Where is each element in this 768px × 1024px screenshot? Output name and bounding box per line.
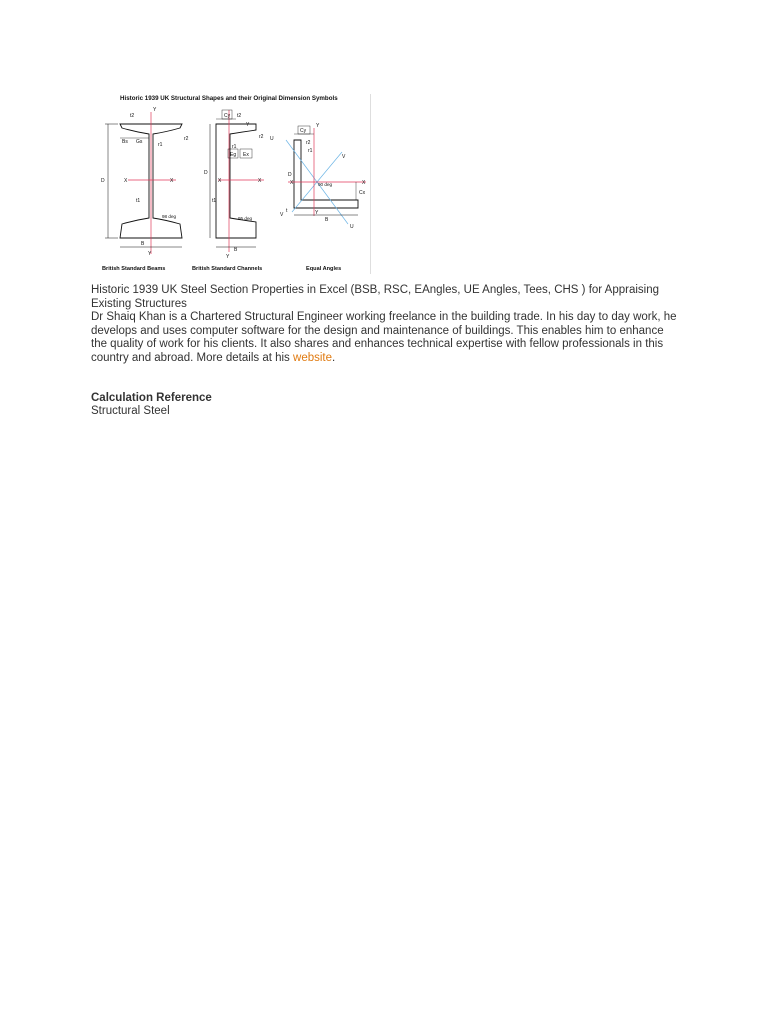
angle-label-r2: r2: [306, 140, 311, 146]
caption-beams: British Standard Beams: [102, 266, 166, 272]
caption-angles: Equal Angles: [306, 266, 342, 272]
intro-line-2: Existing Structures: [91, 297, 187, 310]
channel-label-cy: Cy: [224, 113, 231, 119]
bio-text: Dr Shaiq Khan is a Chartered Structural Engineer working freelance in the building trade. In his day to day work, he develops and uses computer software for the design and maintenance of buildings. This enables him to enhance the quality of work for his clients. It also shares and enhances technical expertise with fellow professionals in this country and abroad. More details at his: [91, 311, 677, 364]
channel-label-x-right: X: [258, 178, 262, 184]
website-link[interactable]: website: [293, 351, 333, 364]
beam-label-d: D: [101, 178, 105, 184]
angle-label-v-bottom: V: [280, 212, 284, 218]
channel-label-r2: r2: [259, 134, 264, 140]
channel-label-eg: Eg: [230, 152, 237, 158]
angle-label-d: D: [288, 172, 292, 178]
angle-drawing: [270, 123, 366, 230]
intro-line-1: Historic 1939 UK Steel Section Properties in Excel (BSB, RSC, EAngles, UE Angles, Tees, CHS ) for Appraising: [91, 284, 660, 296]
angle-label-u-left: U: [270, 136, 274, 142]
shapes-diagram: [96, 88, 378, 276]
bio-paragraph: [91, 311, 681, 365]
channel-label-t2: t2: [237, 113, 242, 119]
angle-label-x-left: X: [290, 180, 294, 186]
beam-label-bs: Bs: [122, 139, 128, 145]
beam-label-x-right: X: [170, 178, 174, 184]
angle-label-v-top: V: [342, 154, 346, 160]
beam-label-x-left: X: [124, 178, 128, 184]
angle-label-y-top: Y: [316, 123, 320, 129]
angle-label-deg: 90 deg: [318, 182, 333, 187]
angle-label-y-bottom: Y: [315, 210, 319, 216]
article-body: [91, 284, 681, 419]
angle-label-cx: Cx: [359, 190, 366, 196]
calc-reference-heading: Calculation Reference: [91, 391, 212, 404]
angle-label-b: B: [325, 217, 329, 223]
beam-label-t1: t1: [136, 198, 141, 204]
beam-label-r2: r2: [184, 136, 189, 142]
beam-label-b: B: [141, 241, 145, 247]
figure-divider: [370, 94, 371, 274]
channel-label-y-bottom: Y: [226, 254, 230, 260]
channel-label-y-top: Y: [246, 122, 250, 128]
bio-end: .: [332, 351, 336, 364]
channel-label-b: B: [234, 247, 238, 253]
caption-channels: British Standard Channels: [192, 266, 263, 272]
channel-label-r1: r1: [232, 144, 237, 150]
channel-label-d: D: [204, 170, 208, 176]
beam-label-r1: r1: [158, 142, 163, 148]
channel-label-ex: Ex: [243, 152, 249, 158]
channel-drawing: [204, 110, 264, 260]
calc-reference-value: Structural Steel: [91, 405, 170, 418]
angle-label-u-right: U: [350, 224, 354, 230]
beam-label-gs: Gs: [136, 139, 143, 145]
beam-label-y-bottom: Y: [148, 251, 152, 257]
beam-label-t2: t2: [130, 113, 135, 119]
figure-title: Historic 1939 UK Structural Shapes and their Original Dimension Symbols: [120, 95, 338, 102]
beam-label-deg: 98 deg: [162, 214, 177, 219]
channel-label-deg: 95 deg: [238, 216, 253, 221]
angle-label-t: t: [286, 208, 288, 214]
channel-label-x-left: X: [218, 178, 222, 184]
beam-drawing: [101, 107, 189, 257]
channel-label-t1: t1: [212, 198, 217, 204]
angle-label-cy: Cy: [300, 128, 307, 134]
structural-shapes-figure: [96, 88, 378, 276]
angle-label-r1: r1: [308, 148, 313, 154]
angle-label-x-right: X: [362, 180, 366, 186]
beam-label-y-top: Y: [153, 107, 157, 113]
